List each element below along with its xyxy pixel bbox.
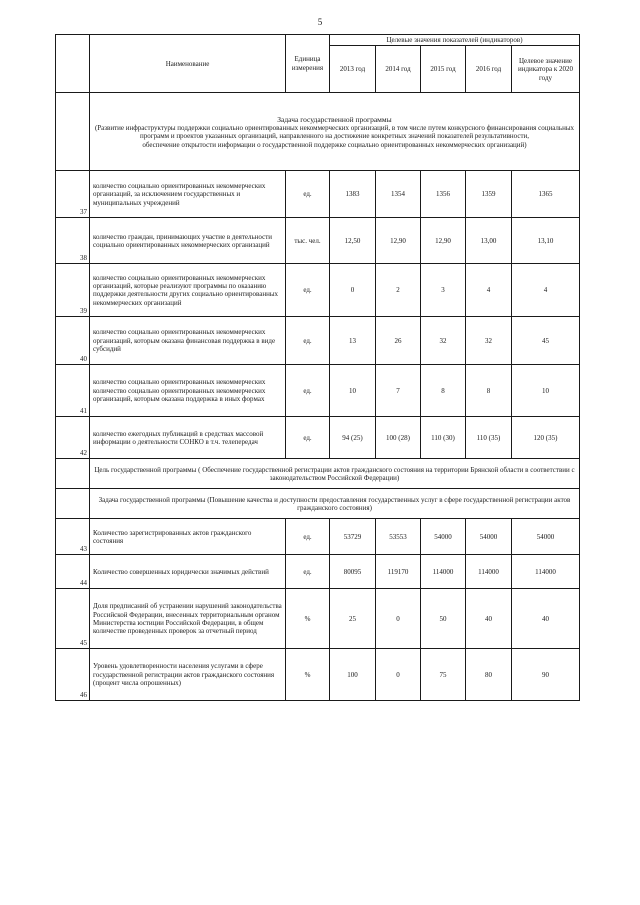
indicator-name: Доля предписаний об устранении нарушений законодательства Российской Федерации, внесенных территориальным органом Министерства юстиции Российской Федерации, в общем количестве проведенных проверок за отчетный период — [90, 589, 286, 649]
section-row-task-sonko — [56, 93, 580, 171]
indicator-name: Уровень удовлетворенности населения услугами в сфере государственной регистрации актов гражданского состояния (процент числа опрошенных) — [90, 649, 286, 701]
indicator-name: количество граждан, принимающих участие в деятельности социально ориентированных некоммерческих организаций — [90, 218, 286, 264]
value-2015: 50 — [421, 589, 466, 649]
value-2013: 100 — [330, 649, 376, 701]
value-2016: 110 (35) — [466, 417, 512, 459]
row-number: 38 — [56, 218, 90, 264]
value-2015: 54000 — [421, 519, 466, 555]
header-year-2015: 2015 год — [421, 46, 466, 93]
section-num-cell — [56, 93, 90, 171]
value-target-2020: 120 (35) — [512, 417, 580, 459]
value-2013: 12,50 — [330, 218, 376, 264]
row-number: 41 — [56, 365, 90, 417]
row-number: 40 — [56, 317, 90, 365]
value-target-2020: 90 — [512, 649, 580, 701]
value-2014: 53553 — [376, 519, 421, 555]
header-values-group: Целевые значения показателей (индикаторов) — [330, 35, 580, 46]
unit-cell: ед. — [286, 555, 330, 589]
page-number: 5 — [317, 17, 323, 27]
header-year-2014: 2014 год — [376, 46, 421, 93]
value-2016: 80 — [466, 649, 512, 701]
value-2013: 1383 — [330, 171, 376, 218]
row-number: 44 — [56, 555, 90, 589]
unit-cell: % — [286, 589, 330, 649]
table-row — [56, 264, 580, 317]
row-number: 43 — [56, 519, 90, 555]
value-2015: 114000 — [421, 555, 466, 589]
row-number: 46 — [56, 649, 90, 701]
value-target-2020: 1365 — [512, 171, 580, 218]
table-row — [56, 589, 580, 649]
value-2014: 7 — [376, 365, 421, 417]
row-number: 45 — [56, 589, 90, 649]
value-2014: 0 — [376, 589, 421, 649]
value-2013: 94 (25) — [330, 417, 376, 459]
value-2015: 8 — [421, 365, 466, 417]
table-row — [56, 218, 580, 264]
indicator-name: Количество совершенных юридически значимых действий — [90, 555, 286, 589]
table-row — [56, 519, 580, 555]
value-target-2020: 45 — [512, 317, 580, 365]
value-2016: 1359 — [466, 171, 512, 218]
value-target-2020: 10 — [512, 365, 580, 417]
unit-cell: ед. — [286, 417, 330, 459]
header-year-2013: 2013 год — [330, 46, 376, 93]
header-row-group — [56, 35, 580, 46]
value-target-2020: 54000 — [512, 519, 580, 555]
row-number: 42 — [56, 417, 90, 459]
value-2016: 114000 — [466, 555, 512, 589]
value-2014: 0 — [376, 649, 421, 701]
value-2013: 25 — [330, 589, 376, 649]
header-name: Наименование — [90, 35, 286, 93]
header-year-2016: 2016 год — [466, 46, 512, 93]
table-row — [56, 555, 580, 589]
value-2013: 13 — [330, 317, 376, 365]
indicator-name: количество социально ориентированных некоммерческих организаций, которым оказана финансовая поддержка в виде субсидий — [90, 317, 286, 365]
value-2015: 3 — [421, 264, 466, 317]
value-2013: 53729 — [330, 519, 376, 555]
unit-cell: ед. — [286, 519, 330, 555]
indicators-table — [55, 34, 580, 701]
value-2014: 100 (28) — [376, 417, 421, 459]
section-num-cell — [56, 459, 90, 489]
value-2015: 110 (30) — [421, 417, 466, 459]
value-target-2020: 13,10 — [512, 218, 580, 264]
value-target-2020: 40 — [512, 589, 580, 649]
indicator-name: количество социально ориентированных некоммерческих организаций, за исключением государственных и муниципальных учреждений — [90, 171, 286, 218]
value-2016: 4 — [466, 264, 512, 317]
value-2016: 32 — [466, 317, 512, 365]
value-target-2020: 4 — [512, 264, 580, 317]
unit-cell: ед. — [286, 264, 330, 317]
unit-cell: ед. — [286, 317, 330, 365]
value-2014: 2 — [376, 264, 421, 317]
header-unit: Единица измерения — [286, 35, 330, 93]
indicator-name: количество ежегодных публикаций в средствах массовой информации о деятельности СОНКО в т.ч. телепередач — [90, 417, 286, 459]
table-row — [56, 365, 580, 417]
value-2015: 32 — [421, 317, 466, 365]
value-2013: 0 — [330, 264, 376, 317]
indicator-name: количество социально ориентированных некоммерческих организаций, которые реализуют программы по оказанию поддержки деятельности других социально ориентированных некоммерческих организаций — [90, 264, 286, 317]
value-2016: 54000 — [466, 519, 512, 555]
section-row-task-civil-registration — [56, 489, 580, 519]
header-target: Целевое значение индикатора к 2020 году — [512, 46, 580, 93]
header-num-cell — [56, 35, 90, 93]
table-row — [56, 649, 580, 701]
unit-cell: тыс. чел. — [286, 218, 330, 264]
value-2013: 80095 — [330, 555, 376, 589]
row-number: 37 — [56, 171, 90, 218]
section-task-sonko-title: Задача государственной программы — [277, 114, 392, 124]
row-number: 39 — [56, 264, 90, 317]
section-num-cell — [56, 489, 90, 519]
value-2015: 75 — [421, 649, 466, 701]
value-2014: 26 — [376, 317, 421, 365]
value-target-2020: 114000 — [512, 555, 580, 589]
section-task-sonko-text2: обеспечение открытости информации о государственной поддержке социально ориентированных некоммерческих организаций) — [142, 140, 527, 149]
value-2014: 119170 — [376, 555, 421, 589]
value-2015: 1356 — [421, 171, 466, 218]
unit-cell: ед. — [286, 171, 330, 218]
indicator-name: Количество зарегистрированных актов гражданского состояния — [90, 519, 286, 555]
value-2016: 40 — [466, 589, 512, 649]
table-row — [56, 417, 580, 459]
value-2014: 12,90 — [376, 218, 421, 264]
value-2015: 12,90 — [421, 218, 466, 264]
table-row — [56, 317, 580, 365]
value-2014: 1354 — [376, 171, 421, 218]
section-goal-civil-registration: Цель государственной программы ( Обеспечение государственной регистрации актов гражданского состояния на территории Брянской области в соответствии с законодательством Российской Федерации) — [90, 459, 580, 489]
unit-cell: ед. — [286, 365, 330, 417]
value-2016: 8 — [466, 365, 512, 417]
indicator-name: количество социально ориентированных некоммерческих количество социально ориентированных некоммерческих организаций, которым оказана поддержка в иных формах — [90, 365, 286, 417]
value-2013: 10 — [330, 365, 376, 417]
unit-cell: % — [286, 649, 330, 701]
section-row-goal-civil-registration — [56, 459, 580, 489]
value-2016: 13,00 — [466, 218, 512, 264]
section-task-sonko-text: (Развитие инфраструктуры поддержки социально ориентированных некоммерческих организаций, в том числе путем конкурсного финансирования социальных программ и проектов указанных организаций, направленного на достижение конкретных значений показателей результативности, — [94, 123, 575, 141]
section-task-sonko — [90, 93, 580, 171]
table-row — [56, 171, 580, 218]
section-task-civil-registration: Задача государственной программы (Повышение качества и доступности предоставления государственных услуг в сфере государственной регистрации актов гражданского состояния) — [90, 489, 580, 519]
